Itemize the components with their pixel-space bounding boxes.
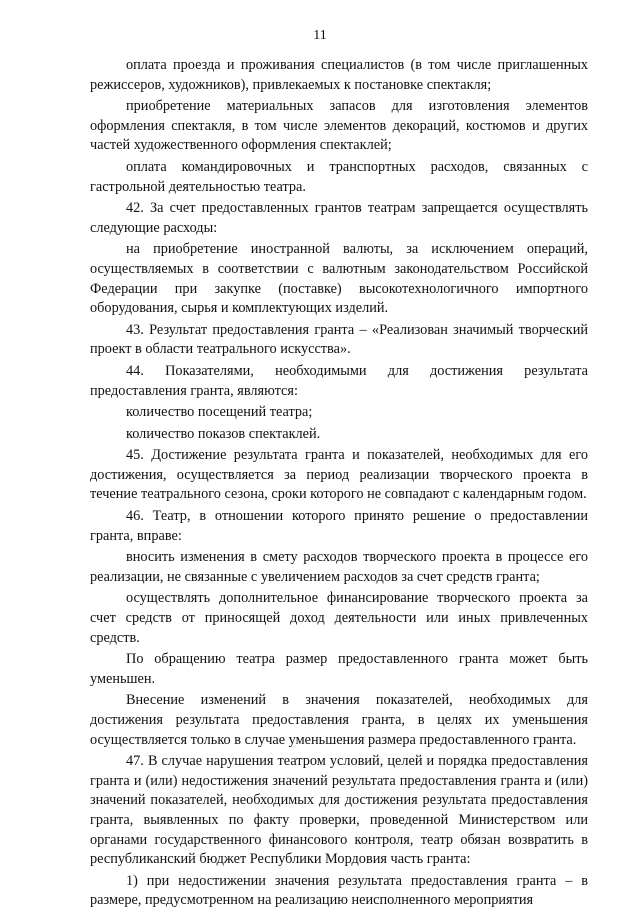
page-number: 11	[313, 28, 327, 43]
paragraph-7: 44. Показателями, необходимыми для достижения результата предоставления гранта, являются:	[90, 362, 588, 399]
paragraph-16: 47. В случае нарушения театром условий, целей и порядка предоставления гранта и (или) недостижения значений результата предоставления гранта и (или) значений показателей, необходимых для достижения результата предоставления гранта, выявленных по факту проверки, проведенной Министерством или органами государственного финансового контроля, театр обязан возвратить в республиканский бюджет Республики Мордовия часть гранта:	[90, 753, 588, 868]
paragraph-3: оплата командировочных и транспортных расходов, связанных с гастрольной деятельностью театра.	[90, 158, 588, 195]
paragraph-15: Внесение изменений в значения показателей, необходимых для достижения результата предоставления гранта, в целях их уменьшения осуществляется только в случае уменьшения размера предоставленного гранта.	[90, 692, 588, 748]
paragraph-8: количество посещений театра;	[126, 404, 313, 421]
paragraph-11: 46. Театр, в отношении которого принято решение о предоставлении гранта, вправе:	[90, 508, 588, 544]
paragraph-12: вносить изменения в смету расходов творческого проекта в процессе его реализации, не связанные с увеличением расходов за счет средств гранта;	[90, 549, 588, 585]
paragraph-1: оплата проезда и проживания специалистов (в том числе приглашенных режиссеров, художников), привлекаемых к постановке спектакля;	[90, 57, 588, 93]
paragraph-6: 43. Результат предоставления гранта – «Реализован значимый творческий проект в области театрального искусства».	[90, 321, 588, 358]
paragraph-10: 45. Достижение результата гранта и показателей, необходимых для его достижения, осуществляется за период реализации творческого проекта в течение театрального сезона, сроки которого не совпадают с календарным годом.	[90, 447, 588, 503]
paragraph-4: 42. За счет предоставленных грантов театрам запрещается осуществлять следующие расходы:	[90, 200, 588, 236]
paragraph-9: количество показов спектаклей.	[126, 425, 321, 442]
paragraph-2: приобретение материальных запасов для изготовления элементов оформления спектакля, в том числе элементов декораций, костюмов и других частей художественного оформления спектаклей;	[90, 98, 588, 154]
paragraph-17: 1) при недостижении значения результата предоставления гранта – в размере, предусмотренном на реализацию неисполненного мероприятия	[90, 872, 588, 909]
paragraph-14: По обращению театра размер предоставленного гранта может быть уменьшен.	[90, 651, 588, 687]
paragraph-13: осуществлять дополнительное финансирование творческого проекта за счет средств от приносящей доход деятельности или иных привлеченных средств.	[90, 590, 588, 646]
document-body	[90, 56, 588, 913]
paragraph-5: на приобретение иностранной валюты, за исключением операций, осуществляемых в соответствии с валютным законодательством Российской Федерации при закупке (поставке) высокотехнологичного импортного оборудования, сырья и комплектующих изделий.	[90, 241, 588, 317]
